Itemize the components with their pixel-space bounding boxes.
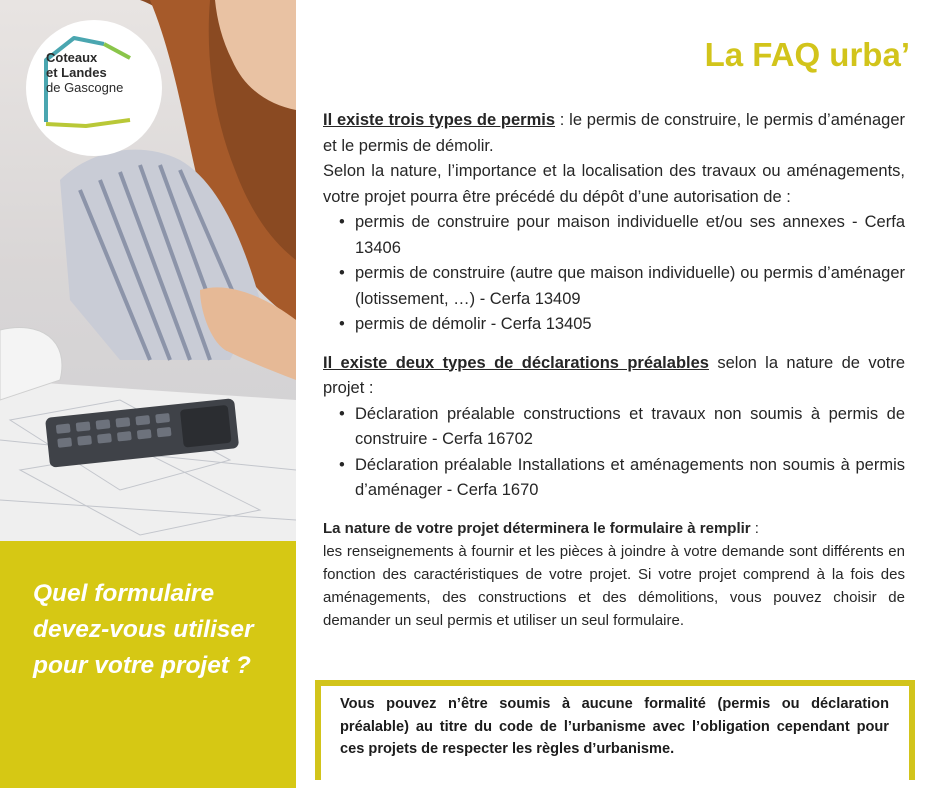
sidebar-question: Quel formulaire devez-vous utiliser pour votre projet ? (33, 580, 254, 679)
section1-para: Selon la nature, l’importance et la localisation des travaux ou aménagements, votre projet pourra être précédé du dépôt d’une autorisation de : (323, 162, 905, 206)
section2-list (323, 402, 905, 504)
section1-list (323, 210, 905, 338)
section2-intro-rest: selon la nature de votre projet : (323, 353, 905, 397)
list-item: • permis de construire (autre que maison individuelle) ou permis d’aménager (lotissement, …) - Cerfa 13409 (355, 261, 905, 312)
section3-intro (323, 517, 905, 540)
logo-line2: et Landes (46, 65, 107, 80)
left-column (0, 0, 296, 788)
section3-para: les renseignements à fournir et les pièces à joindre à votre demande sont différents en fonction des caractéristiques de votre projet. Si votre projet comprend à la fois des aménagements, des constructions et des démolitions, vous pouvez choisir de demander un seul permis et utiliser un seul formulaire. (323, 542, 905, 629)
note-border-left (315, 680, 321, 780)
note-border-right (909, 680, 915, 780)
logo-text (46, 50, 123, 95)
list-item: • Déclaration préalable constructions et travaux non soumis à permis de construire - Cerfa 16702 (355, 402, 905, 453)
list-item: • Déclaration préalable Installations et aménagements non soumis à permis d’aménager - Cerfa 1670 (355, 453, 905, 504)
list-item: • permis de démolir - Cerfa 13405 (355, 312, 905, 338)
section1-intro-rest: : le permis de construire, le permis d’aménager et le permis de démolir. (323, 111, 905, 155)
section1-intro (323, 108, 905, 159)
list-item: • permis de construire pour maison individuelle et/ou ses annexes - Cerfa 13406 (355, 210, 905, 261)
logo-line3: de Gascogne (46, 80, 124, 95)
section2-intro (323, 351, 905, 402)
note-text: Vous pouvez n’être soumis à aucune formalité (permis ou déclaration préalable) au titre du code de l’urbanisme avec l’obligation cependant pour ces projets de respecter les règles d’urbanisme. (340, 696, 889, 757)
page-title: La FAQ urba’ (704, 36, 910, 73)
section3-heading: La nature de votre projet déterminera le formulaire à remplir (323, 519, 751, 537)
note-border-top (315, 680, 915, 686)
section3-heading-rest: : (750, 519, 759, 537)
section2-heading: Il existe deux types de déclarations préalables (323, 353, 709, 372)
faq-content (323, 108, 905, 632)
logo-line1: Coteaux (46, 50, 98, 65)
section1-heading: Il existe trois types de permis (323, 111, 556, 129)
